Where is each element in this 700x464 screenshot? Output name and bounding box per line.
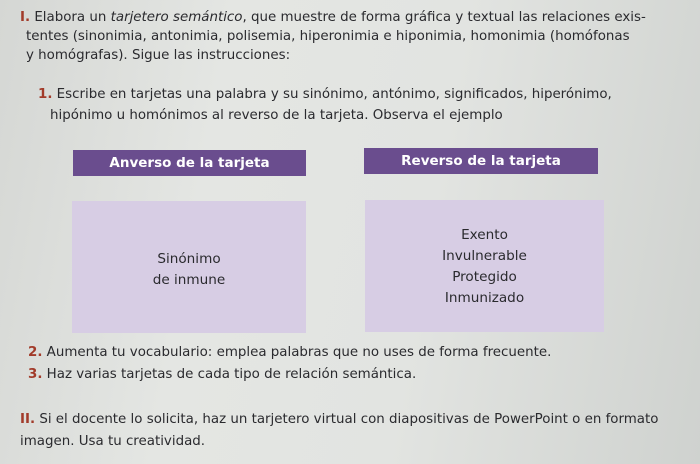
instruction-i-line-2: tentes (sinonimia, antonimia, polisemia, hiperonimia e hiponimia, homonimia (homófonas bbox=[26, 29, 630, 45]
step-1-line-1 bbox=[38, 85, 688, 106]
step-2 bbox=[28, 343, 551, 362]
instruction-ii bbox=[20, 409, 690, 453]
roman-numeral-ii: II. bbox=[20, 412, 36, 427]
card-back-header: Reverso de la tarjeta bbox=[364, 148, 598, 174]
instruction-i-line-3: y homógrafas). Sigue las instrucciones: bbox=[26, 48, 291, 64]
step-3 bbox=[28, 365, 416, 384]
card-back-word: Exento bbox=[461, 227, 508, 243]
step-3-text: Haz varias tarjetas de cada tipo de relación semántica. bbox=[46, 367, 417, 382]
card-back-word-list bbox=[365, 225, 604, 309]
step-3-number: 3. bbox=[28, 367, 43, 382]
instruction-ii-text-1: Si el docente lo solicita, haz un tarjetero virtual con diapositivas de PowerPoint o en formato bbox=[39, 412, 659, 427]
card-front-line-2: de inmune bbox=[152, 272, 226, 288]
step-1-line-2: hipónimo u homónimos al reverso de la tarjeta. Observa el ejemplo bbox=[50, 107, 503, 123]
step-2-text: Aumenta tu vocabulario: emplea palabras que no uses de forma frecuente. bbox=[46, 345, 552, 360]
instruction-i-text-start: Elabora un bbox=[34, 10, 111, 25]
step-1 bbox=[38, 85, 688, 126]
card-back-word: Invulnerable bbox=[442, 248, 527, 264]
step-1-text-1: Escribe en tarjetas una palabra y su sinónimo, antónimo, significados, hiperónimo, bbox=[56, 87, 612, 102]
instruction-i-italic-term: tarjetero semántico bbox=[110, 10, 243, 25]
card-back-word: Inmunizado bbox=[444, 290, 525, 306]
card-back bbox=[365, 200, 604, 332]
instruction-ii-line-1 bbox=[20, 409, 690, 431]
card-back-word: Protegido bbox=[452, 269, 517, 285]
card-front-text bbox=[72, 249, 306, 291]
instruction-ii-line-2: imagen. Usa tu creatividad. bbox=[20, 434, 206, 449]
card-front-header: Anverso de la tarjeta bbox=[73, 150, 306, 176]
card-front bbox=[72, 201, 306, 333]
step-2-number: 2. bbox=[28, 345, 43, 360]
roman-numeral-i: I. bbox=[20, 10, 31, 25]
step-1-number: 1. bbox=[38, 87, 53, 102]
instruction-i-text-end: , que muestre de forma gráfica y textual las relaciones exis- bbox=[242, 10, 646, 25]
card-front-line-1: Sinónimo bbox=[157, 251, 221, 267]
instruction-i-line-1 bbox=[20, 8, 690, 27]
instruction-i bbox=[20, 8, 690, 66]
